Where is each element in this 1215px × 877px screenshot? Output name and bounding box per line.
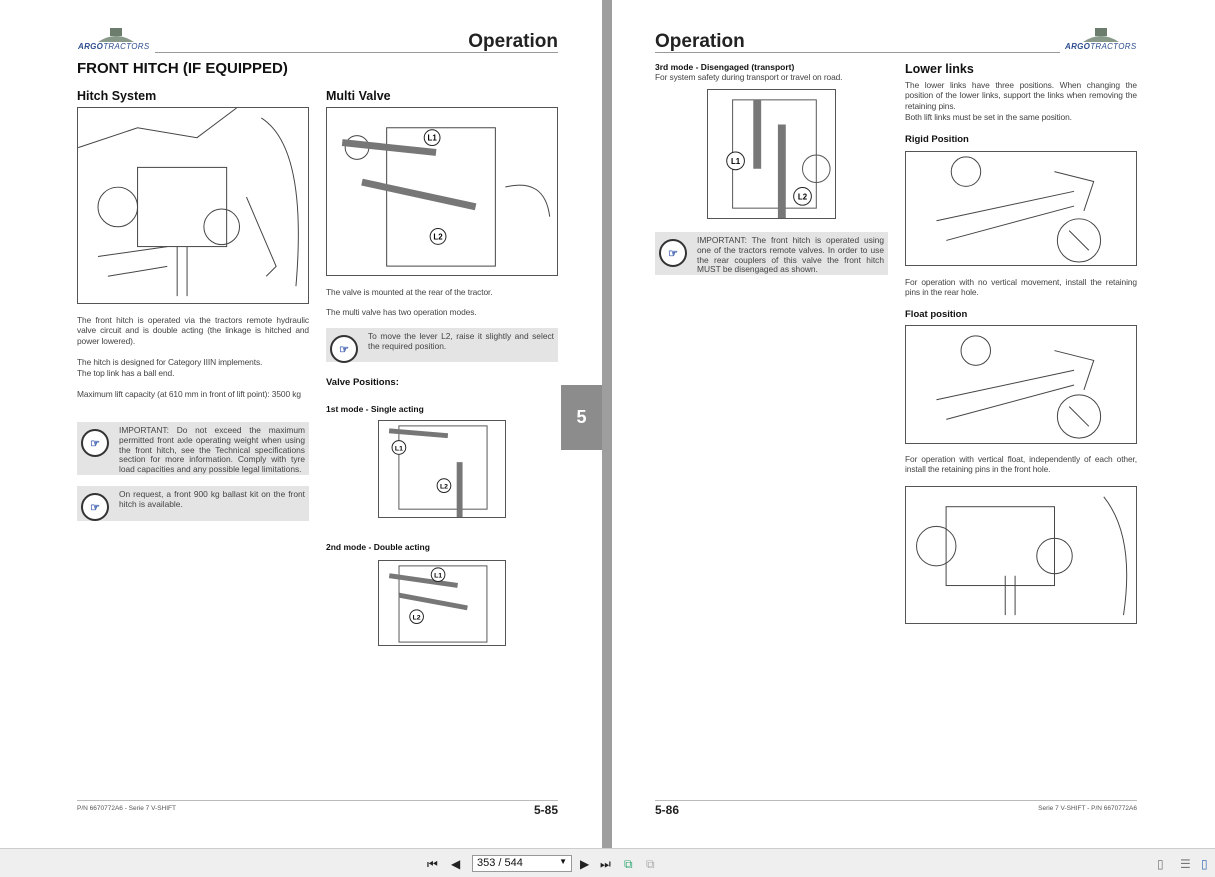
multi-valve-figure (326, 107, 558, 276)
logo-bold: ARGO (1065, 42, 1091, 51)
note-text: IMPORTANT: The front hitch is operated using one of the tractors remote valves. In order to use the rear couplers of this valve the front hitch MUST be disengaged as shown. (697, 235, 884, 275)
footer-text: P/N 6670772A6 - Serie 7 V-SHIFT (77, 805, 176, 812)
header-rule (655, 52, 1060, 53)
footer-rule (77, 800, 558, 801)
hitch-paragraph-2a: The hitch is designed for Category IIIN implements. (77, 357, 263, 367)
footer-rule (655, 800, 1137, 801)
logo-bold: ARGO (78, 42, 104, 51)
tractor-logo-icon (1081, 26, 1121, 42)
logo-light: TRACTORS (103, 42, 150, 51)
next-page-button[interactable]: ▶ (580, 857, 590, 871)
float-position-text: For operation with vertical float, independently of each other, install the retaining pins in the front hole. (905, 454, 1137, 475)
lower-links-paragraph-2: Both lift links must be set in the same position. (905, 112, 1072, 122)
l2-label: L2 (439, 483, 448, 491)
l1-label: L1 (394, 445, 403, 453)
argo-logo (78, 26, 152, 52)
l1-label: L1 (427, 133, 437, 143)
last-page-button[interactable]: ⏭ (600, 857, 611, 871)
single-page-view-icon[interactable]: ▯ (1157, 857, 1164, 871)
valve-paragraph-2: The multi valve has two operation modes. (326, 307, 477, 317)
page-title: FRONT HITCH (IF EQUIPPED) (77, 60, 288, 77)
note-text: IMPORTANT: Do not exceed the maximum permitted front axle operating weight when using the front hitch, see the Technical specifications section for more information. Comply with tyre load capacities and any possible legal limitations. (119, 425, 305, 475)
float-position-figure (905, 325, 1137, 444)
pointing-hand-icon: ☞ (81, 429, 109, 457)
l2-label: L2 (797, 192, 808, 202)
lower-links-heading: Lower links (905, 62, 974, 76)
pointing-hand-icon: ☞ (330, 335, 358, 363)
l2-label: L2 (412, 614, 421, 622)
l1-label: L1 (434, 572, 443, 580)
valve-paragraph-1: The valve is mounted at the rear of the tractor. (326, 287, 493, 297)
page-number: 5-85 (533, 803, 558, 817)
page-field-value: 353 / 544 (477, 857, 523, 869)
mode2-heading: 2nd mode - Double acting (326, 542, 430, 552)
previous-page-button[interactable]: ◀ (451, 857, 461, 871)
hitch-paragraph-1: The front hitch is operated via the tractors remote hydraulic valve circuit and is double acting (the linkage is hitched and power lowered). (77, 315, 309, 346)
hitch-heading: Hitch System (77, 89, 157, 103)
first-page-button[interactable]: ⏮ (427, 857, 438, 871)
mode1-heading: 1st mode - Single acting (326, 404, 424, 414)
important-note (655, 232, 888, 275)
l2-label: L2 (433, 232, 443, 242)
copy-page-icon[interactable]: ⧉ (624, 857, 633, 871)
note-text: On request, a front 900 kg ballast kit on the front hitch is available. (119, 489, 305, 509)
page-number: 5-86 (655, 803, 680, 817)
note-text: To move the lever L2, raise it slightly and select the required position. (368, 331, 554, 351)
left-page (0, 0, 602, 848)
lower-links-paragraph-1: The lower links have three positions. When changing the position of the lower links, support the links when removing the retaining pins. (905, 80, 1137, 111)
tractor-logo-icon (96, 26, 136, 42)
pointing-hand-icon: ☞ (81, 493, 109, 521)
two-page-view-icon[interactable]: ▯ (1201, 857, 1208, 871)
ballast-note (77, 486, 309, 521)
rigid-position-heading: Rigid Position (905, 134, 969, 145)
hitch-paragraph-3: Maximum lift capacity (at 610 mm in front of lift point): 3500 kg (77, 389, 301, 399)
float-position-heading: Float position (905, 309, 968, 320)
rigid-position-figure (905, 151, 1137, 266)
chapter-tab: 5 (561, 385, 602, 450)
section-title: Operation (468, 31, 558, 52)
front-hitch-figure (905, 486, 1137, 624)
continuous-view-icon[interactable]: ☰ (1180, 857, 1191, 871)
hitch-paragraph-2b: The top link has a ball end. (77, 368, 175, 378)
valve-positions-heading: Valve Positions: (326, 377, 399, 388)
rigid-position-text: For operation with no vertical movement, install the retaining pins in the rear hole. (905, 277, 1137, 298)
mode1-figure (378, 420, 506, 518)
section-title: Operation (655, 31, 745, 52)
page-number-field[interactable] (472, 855, 572, 872)
mode2-figure (378, 560, 506, 646)
viewer-toolbar (0, 848, 1215, 877)
important-note (77, 422, 309, 475)
mode3-text: For system safety during transport or travel on road. (655, 72, 843, 82)
compare-page-icon[interactable]: ⧉ (646, 857, 655, 871)
hitch-system-figure (77, 107, 309, 304)
pointing-hand-icon: ☞ (659, 239, 687, 267)
footer-text: Serie 7 V-SHIFT - P/N 6670772A6 (1038, 805, 1137, 812)
logo-light: TRACTORS (1090, 42, 1137, 51)
lever-note (326, 328, 558, 362)
right-page (612, 0, 1215, 848)
mode3-figure (707, 89, 836, 219)
mode3-heading: 3rd mode - Disengaged (transport) (655, 62, 795, 72)
multi-valve-heading: Multi Valve (326, 89, 391, 103)
l1-label: L1 (730, 156, 741, 166)
dropdown-arrow-icon[interactable]: ▼ (559, 857, 567, 866)
argo-logo (1063, 26, 1137, 52)
